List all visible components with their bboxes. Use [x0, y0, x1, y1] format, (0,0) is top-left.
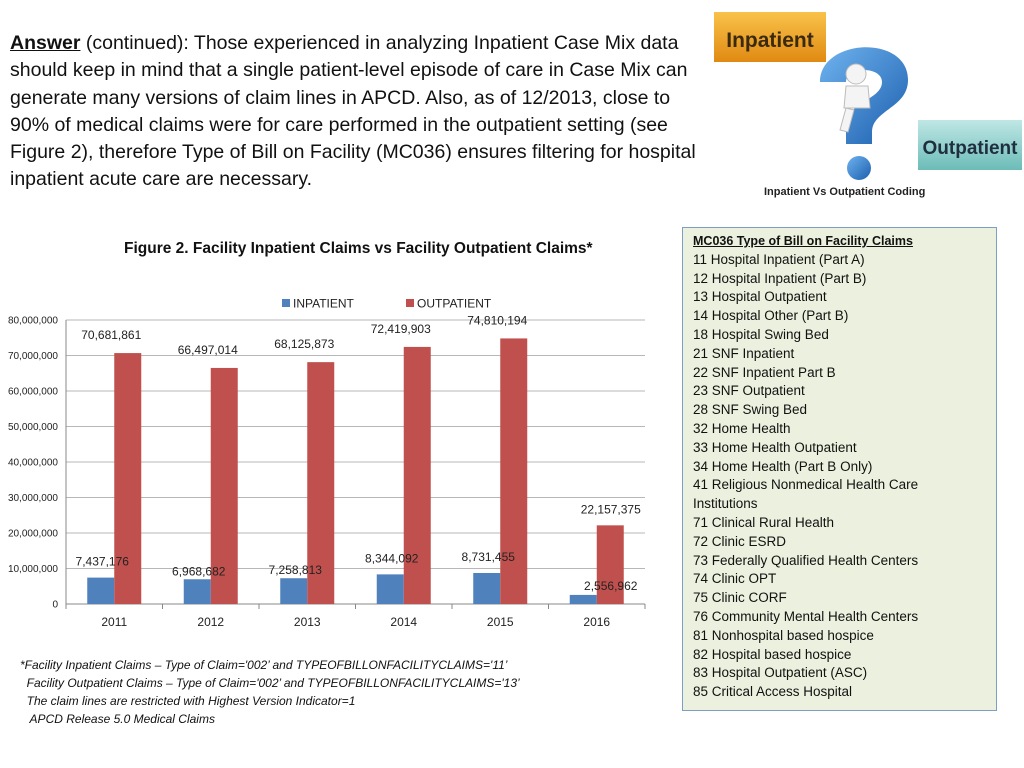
y-tick-label: 80,000,000 [7, 315, 58, 327]
type-of-bill-item: 12 Hospital Inpatient (Part B) [693, 270, 867, 286]
inpatient-bar [87, 578, 114, 604]
x-tick-label: 2016 [583, 615, 611, 629]
outpatient-data-label: 74,810,194 [467, 313, 528, 328]
x-tick-label: 2015 [486, 615, 514, 629]
outpatient-data-label: 72,419,903 [370, 321, 431, 336]
x-tick-label: 2011 [101, 615, 128, 629]
clipart-caption: Inpatient Vs Outpatient Coding [764, 186, 926, 198]
footnote-line: APCD Release 5.0 Medical Claims [20, 712, 215, 726]
type-of-bill-item: 21 SNF Inpatient [693, 345, 795, 361]
inpatient-data-label: 7,258,813 [268, 563, 322, 578]
question-mark-icon [820, 47, 908, 180]
intro-text: (continued): Those experienced in analyzing Inpatient Case Mix data should keep in mind that a single patient-level episode of care in Case Mix can generate many versions of claim lines in APCD. Also, as of 12/2013, close to 90% of medical claims were for care performed in the outpatient setting (see Figure 2), therefore Type of Bill on Facility (MC036) ensures filtering for hospital inpatient acute care are necessary. [10, 32, 696, 191]
inpatient-bar [377, 574, 404, 604]
type-of-bill-item: 81 Nonhospital based hospice [693, 627, 874, 643]
type-of-bill-item: 83 Hospital Outpatient (ASC) [693, 665, 868, 681]
y-tick-label: 40,000,000 [7, 457, 58, 469]
type-of-bill-item: 28 SNF Swing Bed [693, 402, 808, 418]
legend-swatch-outpatient [406, 299, 414, 307]
type-of-bill-item: 72 Clinic ESRD [693, 533, 787, 549]
outpatient-data-label: 22,157,375 [580, 502, 641, 517]
chart-footnotes [20, 656, 520, 728]
inpatient-bar [570, 595, 597, 604]
y-tick-label: 10,000,000 [7, 564, 58, 575]
type-of-bill-item: 14 Hospital Other (Part B) [693, 308, 849, 324]
legend-swatch-inpatient [282, 299, 290, 307]
type-of-bill-item: 82 Hospital based hospice [693, 646, 852, 662]
y-tick-label: 60,000,000 [7, 386, 58, 398]
chart-title: Figure 2. Facility Inpatient Claims vs Facility Outpatient Claims* [124, 240, 593, 257]
outpatient-data-label: 70,681,861 [81, 328, 142, 343]
inpatient-bar [473, 573, 500, 604]
type-of-bill-item: 33 Home Health Outpatient [693, 439, 857, 455]
outpatient-data-label: 68,125,873 [274, 337, 335, 352]
outpatient-bar [500, 338, 527, 604]
type-of-bill-item: 11 Hospital Inpatient (Part A) [693, 251, 865, 267]
type-of-bill-item: 22 SNF Inpatient Part B [693, 364, 836, 380]
outpatient-data-label: 66,497,014 [177, 342, 238, 357]
type-of-bill-item: 71 Clinical Rural Health [693, 514, 835, 530]
type-of-bill-list [693, 251, 986, 702]
footnote-line: Facility Outpatient Claims – Type of Claim='002’ and TYPEOFBILLONFACILITYCLAIMS='13’ [20, 676, 520, 690]
outpatient-sign [918, 120, 1022, 170]
legend-label-inpatient: INPATIENT [293, 296, 354, 311]
y-tick-label: 0 [52, 599, 58, 611]
type-of-bill-item: 76 Community Mental Health Centers [693, 608, 919, 624]
type-of-bill-item: 73 Federally Qualified Health Centers [693, 552, 919, 568]
x-tick-label: 2012 [197, 615, 225, 629]
type-of-bill-box [682, 227, 997, 711]
footnote-line: *Facility Inpatient Claims – Type of Claim='002’ and TYPEOFBILLONFACILITYCLAIMS='11’ [20, 658, 508, 672]
type-of-bill-item: 34 Home Health (Part B Only) [693, 458, 873, 474]
inpatient-data-label: 8,344,092 [365, 551, 419, 566]
inpatient-data-label: 8,731,455 [461, 550, 515, 565]
type-of-bill-item: 85 Critical Access Hospital [693, 684, 853, 700]
inpatient-bar [184, 579, 211, 604]
type-of-bill-item: 23 SNF Outpatient [693, 383, 805, 399]
x-tick-label: 2014 [390, 615, 418, 629]
y-tick-label: 30,000,000 [7, 493, 58, 504]
type-of-bill-item: 74 Clinic OPT [693, 571, 777, 587]
inpatient-sign [714, 12, 826, 62]
y-tick-label: 20,000,000 [7, 528, 58, 540]
type-of-bill-item: 41 Religious Nonmedical Health Care Institutions [693, 477, 919, 512]
footnote-line: The claim lines are restricted with Highest Version Indicator=1 [20, 694, 356, 708]
inpatient-data-label: 6,968,682 [172, 564, 226, 579]
type-of-bill-item: 18 Hospital Swing Bed [693, 326, 829, 342]
inpatient-data-label: 2,556,962 [584, 578, 638, 593]
inpatient-data-label: 7,437,176 [75, 554, 129, 569]
inpatient-bar [280, 578, 307, 604]
inpatient-outpatient-clipart [712, 8, 1024, 208]
type-of-bill-item: 13 Hospital Outpatient [693, 289, 827, 305]
answer-lead: Answer [10, 32, 81, 54]
inpatient-sign-label: Inpatient [726, 29, 814, 52]
y-tick-label: 50,000,000 [7, 422, 58, 433]
type-of-bill-item: 75 Clinic CORF [693, 590, 787, 606]
y-tick-label: 70,000,000 [7, 351, 58, 362]
legend-label-outpatient: OUTPATIENT [417, 296, 492, 311]
intro-paragraph [10, 30, 710, 194]
outpatient-sign-label: Outpatient [922, 138, 1018, 159]
outpatient-bar [404, 347, 431, 604]
x-tick-label: 2013 [293, 615, 321, 629]
type-of-bill-heading: MC036 Type of Bill on Facility Claims [693, 234, 913, 248]
claims-bar-chart [0, 288, 660, 638]
type-of-bill-item: 32 Home Health [693, 420, 791, 436]
